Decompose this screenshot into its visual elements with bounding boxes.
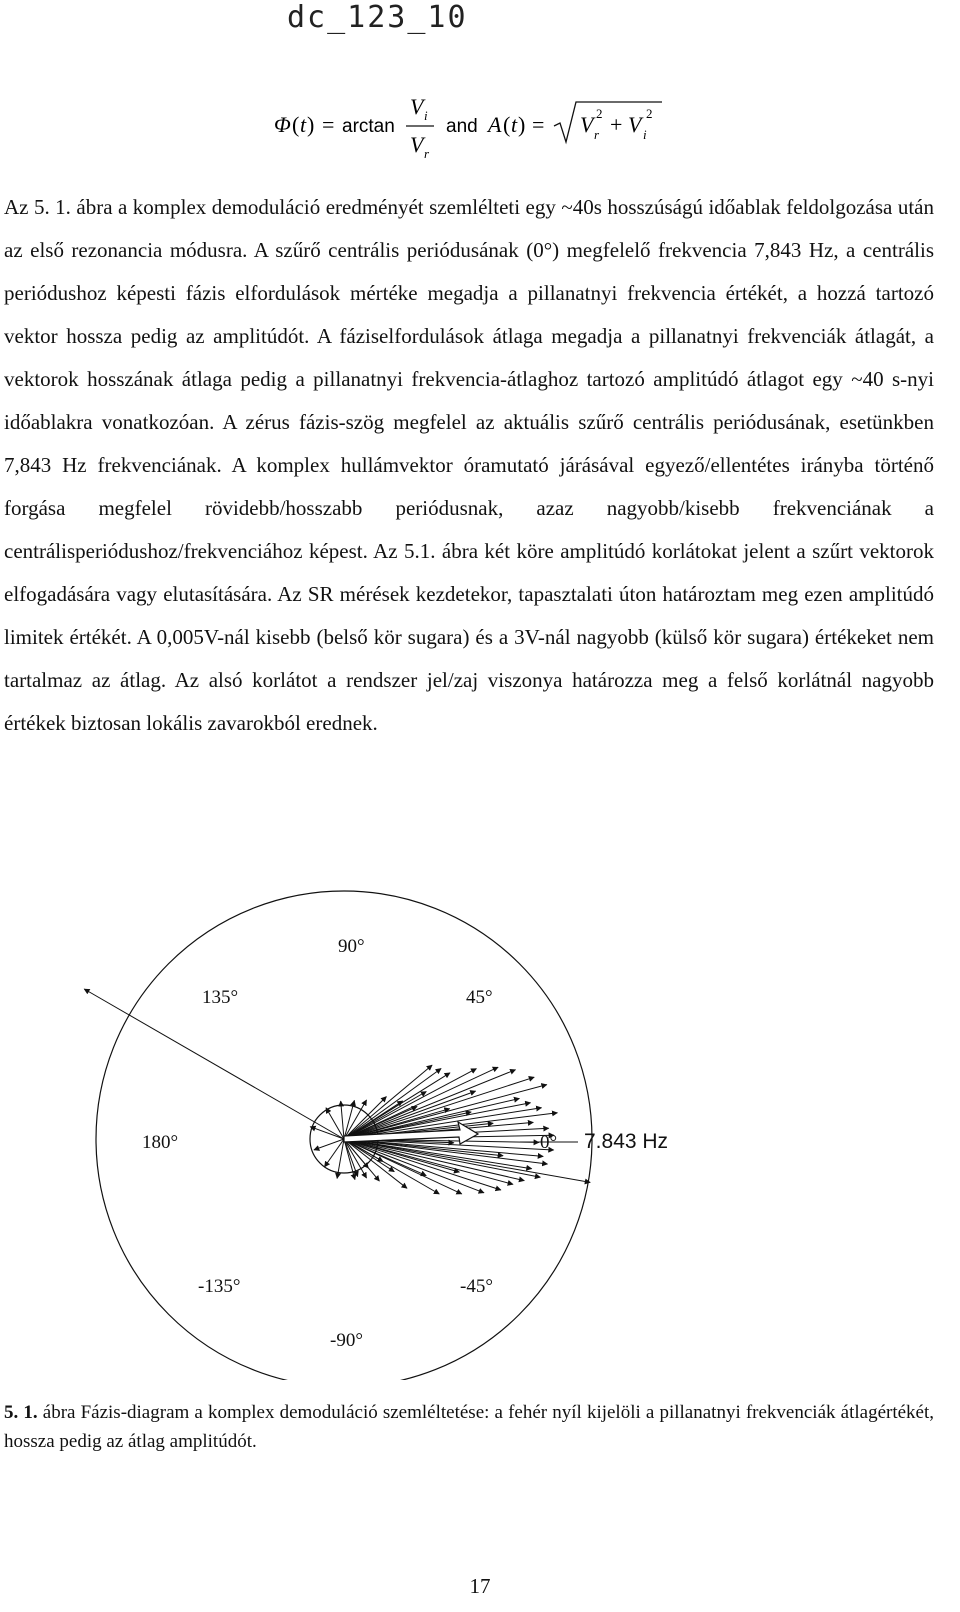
figure-caption: [4, 1398, 934, 1456]
formula-r-sub: r: [424, 146, 430, 161]
formula-vi: V: [410, 94, 424, 119]
document-code: dc_123_10: [287, 0, 468, 35]
formula-vr2: V: [580, 112, 594, 137]
body-paragraph: Az 5. 1. ábra a komplex demoduláció eredményét szemlélteti egy ~40s hosszúságú időablak feldolgozása után az első rezonancia módusra. A szűrő centrális periódusának (0°) megfelelő frekvencia 7,843 Hz, a centrális periódushoz képesti fázis elfordulások mértéke megadja a pillanatnyi frekvencia értékét, a hozzá tartozó vektor hossza pedig az amplitúdót. A fáziselfordulások átlaga megadja a pillanatnyi frekvenciák átlagát, a vektorok hosszának átlaga pedig a pillanatnyi frekvencia-átlaghoz tartozó amplitúdó átlagot egy ~40 s-nyi időablakra vonatkozóan. A zérus fázis-szög megfelel az aktuális szűrő centrális periódusának, esetünkben 7,843 Hz frekvenciának. A komplex hullámvektor óramutató járásával egyező/ellentétes irányba történő forgása megfelel rövidebb/hosszabb periódusnak, azaz nagyobb/kisebb frekvenciának a centrálisperiódushoz/frekvenciához képest. Az 5.1. ábra két köre amplitúdó korlátokat jelent a szűrt vektorok elfogadására vagy elutasítására. Az SR mérések kezdetekor, tapasztalati úton határoztam meg ezen amplitúdó limitek értékét. A 0,005V-nál kisebb (belső kör sugara) és a 3V-nál nagyobb (külső kör sugara) értékeket nem tartalmaz az átlag. Az alsó korlátot a rendszer jel/zaj viszonya határozza meg a felső korlátnál nagyobb értékek biztosan lokális zavarokból erednek.: [4, 195, 934, 735]
vector-arrow: [84, 989, 344, 1139]
formula-paren2-close: ): [518, 112, 526, 137]
vector-arrow: [310, 1127, 344, 1139]
angle-label-135: 135°: [202, 987, 239, 1008]
vector-arrow: [344, 1077, 534, 1139]
caption-number: 5. 1.: [4, 1402, 38, 1423]
formula-and: and: [446, 116, 478, 137]
angle-label-minus-45: -45°: [460, 1276, 493, 1297]
vector-arrow: [344, 1065, 432, 1139]
angle-label-90: 90°: [338, 936, 365, 957]
formula-plus: +: [610, 112, 623, 137]
formula-paren-open: (: [292, 112, 300, 137]
formula-t2: t: [511, 112, 518, 137]
phase-diagram: [0, 860, 960, 1380]
formula-paren2-open: (: [503, 112, 511, 137]
page-number: 17: [469, 1574, 491, 1598]
angle-label-minus-90: -90°: [330, 1330, 363, 1351]
formula-sq2: 2: [646, 106, 653, 121]
formula-i-sub: i: [424, 108, 428, 123]
formula-vr: V: [410, 132, 424, 157]
formula-arctan: arctan: [342, 116, 395, 137]
formula-block: [270, 92, 690, 172]
formula-sq1: 2: [596, 106, 603, 121]
vector-group: [84, 989, 590, 1194]
angle-label-minus-135: -135°: [198, 1276, 241, 1297]
phase-diagram-figure: [0, 860, 960, 1380]
formula-equals1: =: [322, 112, 335, 137]
formula-svg: [270, 92, 690, 172]
frequency-label: 7.843 Hz: [584, 1130, 669, 1153]
angle-label-180: 180°: [142, 1132, 179, 1153]
formula-vi2: V: [628, 112, 642, 137]
formula-t1: t: [300, 112, 307, 137]
formula-r-sub2: r: [594, 127, 600, 142]
caption-text: ábra Fázis-diagram a komplex demoduláció szemléltetése: a fehér nyíl kijelöli a pillanatnyi frekvenciák átlagértékét, hossza pedig az átlag amplitúdót.: [4, 1402, 935, 1452]
angle-label-45: 45°: [466, 987, 493, 1008]
formula-equals2: =: [532, 112, 545, 137]
formula-phi: Φ: [274, 112, 291, 137]
formula-a: A: [488, 112, 502, 137]
formula-i-sub2: i: [643, 127, 647, 142]
formula-paren-close: ): [307, 112, 315, 137]
angle-label-0: 0°: [540, 1132, 558, 1153]
vector-arrow: [314, 1139, 344, 1150]
